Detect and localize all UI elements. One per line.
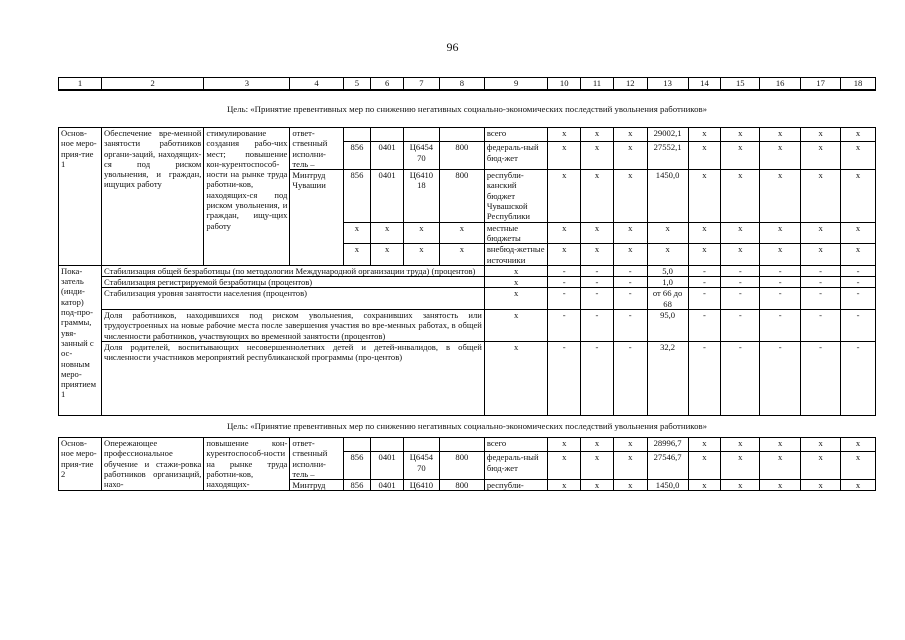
cell: х (721, 244, 760, 266)
amount-cell: 1450,0 (647, 480, 688, 491)
cell: х (548, 128, 581, 142)
cell (371, 128, 404, 142)
cell: х (841, 437, 876, 451)
indicator-row-2 (59, 277, 876, 288)
cell: х (613, 452, 647, 480)
cell: Ц6410 (404, 480, 440, 491)
column-number-12: 12 (613, 78, 647, 91)
cell: х (613, 480, 647, 491)
cell: - (760, 265, 801, 276)
cell: - (841, 341, 876, 415)
cell: х (484, 277, 547, 288)
cell (439, 437, 484, 451)
cell: х (581, 452, 614, 480)
cell: х (841, 244, 876, 266)
indicator-value: 1,0 (647, 277, 688, 288)
cell: х (688, 128, 721, 142)
cell: - (760, 288, 801, 310)
cell: х (548, 480, 581, 491)
cell: х (841, 480, 876, 491)
cell: х (484, 341, 547, 415)
cell: х (581, 244, 614, 266)
cell: х (371, 222, 404, 244)
cell: 856 (343, 142, 371, 170)
cell: х (548, 437, 581, 451)
cell: х (484, 310, 547, 342)
cell: - (841, 277, 876, 288)
cell: 0401 (371, 452, 404, 480)
cell: х (760, 170, 801, 222)
cell: - (760, 341, 801, 415)
cell: 800 (439, 480, 484, 491)
funding-source: республи-канский бюджет Чувашской Республики (484, 170, 547, 222)
cell: - (841, 288, 876, 310)
cell: х (841, 222, 876, 244)
funding-source: республи- (484, 480, 547, 491)
cell: х (484, 288, 547, 310)
column-number-15: 15 (721, 78, 760, 91)
cell: - (613, 277, 647, 288)
cell: х (343, 244, 371, 266)
block1-goal: стимулирование создания рабо-чих мест; повышение кон-курентоспособ-ности на рынке труда работни-ков, находящих-ся под риском увольнения, и граждан, ищу-щих работу (204, 128, 290, 266)
funding-source: всего (484, 437, 547, 451)
cell: - (801, 310, 841, 342)
column-number-16: 16 (760, 78, 801, 91)
block2-type: Основ-ное меро-прия-тие 2 (59, 437, 102, 490)
amount-cell: 1450,0 (647, 170, 688, 222)
indicator-row-1 (59, 265, 876, 276)
amount-cell: х (647, 244, 688, 266)
cell: х (760, 222, 801, 244)
cell: 856 (343, 452, 371, 480)
cell (439, 128, 484, 142)
block2-executor: Минтруд (290, 480, 343, 491)
indicator-row-3 (59, 288, 876, 310)
cell: - (801, 277, 841, 288)
cell: - (721, 341, 760, 415)
cell: х (721, 437, 760, 451)
program-table (58, 77, 876, 491)
cell: х (548, 222, 581, 244)
cell: 0401 (371, 480, 404, 491)
funding-source: всего (484, 128, 547, 142)
column-number-14: 14 (688, 78, 721, 91)
cell: х (439, 244, 484, 266)
cell (404, 437, 440, 451)
cell: - (721, 265, 760, 276)
cell: х (581, 222, 614, 244)
cell: - (581, 341, 614, 415)
cell: - (613, 341, 647, 415)
cell: х (801, 244, 841, 266)
column-number-6: 6 (371, 78, 404, 91)
cell: - (688, 341, 721, 415)
block1-row-1 (59, 128, 876, 142)
column-number-4: 4 (290, 78, 343, 91)
cell: х (581, 480, 614, 491)
indicator-value: 5,0 (647, 265, 688, 276)
indicator-value: от 66 до 68 (647, 288, 688, 310)
cell: - (688, 310, 721, 342)
cell: х (688, 170, 721, 222)
cell: х (760, 128, 801, 142)
cell (371, 437, 404, 451)
cell: Ц6454 70 (404, 452, 440, 480)
funding-source: местные бюджеты (484, 222, 547, 244)
amount-cell: 27552,1 (647, 142, 688, 170)
column-number-8: 8 (439, 78, 484, 91)
cell: х (760, 142, 801, 170)
column-number-5: 5 (343, 78, 371, 91)
cell: х (613, 170, 647, 222)
cell: х (801, 437, 841, 451)
cell (343, 128, 371, 142)
page-number: 96 (446, 40, 459, 54)
cell: х (688, 480, 721, 491)
cell: х (581, 128, 614, 142)
indicator-text: Стабилизация общей безработицы (по методологии Международной организации труда) (процентов) (102, 265, 485, 276)
indicator-text: Стабилизация уровня занятости населения (процентов) (102, 288, 485, 310)
column-number-row (59, 78, 876, 91)
block2-executor-role: ответ-ственный исполни-тель – (290, 437, 343, 479)
cell: - (688, 265, 721, 276)
cell: х (721, 222, 760, 244)
cell: х (841, 128, 876, 142)
cell: - (841, 265, 876, 276)
cell: х (801, 480, 841, 491)
cell: - (548, 265, 581, 276)
cell: - (688, 277, 721, 288)
cell: х (721, 452, 760, 480)
block1-executor: Минтруд Чувашии (290, 170, 343, 266)
cell: х (841, 170, 876, 222)
funding-source: внебюд-жетные источники (484, 244, 547, 266)
cell: х (801, 452, 841, 480)
cell: - (548, 341, 581, 415)
column-number-7: 7 (404, 78, 440, 91)
indicator-value: 95,0 (647, 310, 688, 342)
cell: х (721, 170, 760, 222)
cell: х (548, 170, 581, 222)
cell: - (760, 277, 801, 288)
cell: х (548, 244, 581, 266)
column-number-2: 2 (102, 78, 204, 91)
cell: х (841, 142, 876, 170)
cell: х (581, 142, 614, 170)
funding-source: федераль-ный бюд-жет (484, 142, 547, 170)
cell: х (613, 128, 647, 142)
cell: х (404, 244, 440, 266)
cell: - (801, 265, 841, 276)
column-number-18: 18 (841, 78, 876, 91)
cell: х (343, 222, 371, 244)
column-number-11: 11 (581, 78, 614, 91)
indicator-row-5 (59, 341, 876, 415)
cell: х (721, 480, 760, 491)
amount-cell: 29002,1 (647, 128, 688, 142)
cell: х (721, 128, 760, 142)
cell: - (841, 310, 876, 342)
cell: х (760, 437, 801, 451)
cell: х (760, 244, 801, 266)
goal-row (59, 90, 876, 128)
indicator-text: Доля родителей, воспитывающих несовершеннолетних детей и детей-инвалидов, в общей численности участников мероприятий республиканской программы (про-центов) (102, 341, 485, 415)
cell: Ц6454 70 (404, 142, 440, 170)
amount-cell: 27546,7 (647, 452, 688, 480)
cell: х (613, 437, 647, 451)
cell: х (801, 128, 841, 142)
cell: - (581, 277, 614, 288)
indicator-text: Стабилизация регистрируемой безработицы (процентов) (102, 277, 485, 288)
cell: х (760, 480, 801, 491)
cell: х (688, 244, 721, 266)
cell: - (548, 277, 581, 288)
column-number-9: 9 (484, 78, 547, 91)
cell: х (613, 244, 647, 266)
cell: х (548, 452, 581, 480)
cell: 0401 (371, 170, 404, 222)
cell: х (688, 452, 721, 480)
cell: Ц6410 18 (404, 170, 440, 222)
cell: - (548, 310, 581, 342)
indicator-row-4 (59, 310, 876, 342)
cell: х (613, 142, 647, 170)
cell: х (801, 142, 841, 170)
cell: х (688, 222, 721, 244)
block1-name: Обеспечение вре-менной занятости работников органи-заций, находящих-ся под риском увольнения, и граждан, ищущих работу (102, 128, 204, 266)
cell: 800 (439, 142, 484, 170)
cell: х (581, 170, 614, 222)
cell: х (688, 437, 721, 451)
cell: - (581, 310, 614, 342)
cell: - (801, 341, 841, 415)
cell: х (439, 222, 484, 244)
cell: 0401 (371, 142, 404, 170)
cell: 856 (343, 170, 371, 222)
cell: х (404, 222, 440, 244)
cell: х (841, 452, 876, 480)
cell: 800 (439, 452, 484, 480)
cell: х (801, 222, 841, 244)
column-number-13: 13 (647, 78, 688, 91)
cell: - (613, 265, 647, 276)
cell: - (581, 288, 614, 310)
column-number-17: 17 (801, 78, 841, 91)
cell: х (721, 142, 760, 170)
funding-source: федераль-ный бюд-жет (484, 452, 547, 480)
cell (343, 437, 371, 451)
column-number-10: 10 (548, 78, 581, 91)
cell: 856 (343, 480, 371, 491)
cell: - (688, 288, 721, 310)
cell: - (721, 277, 760, 288)
goal-row-2 (59, 415, 876, 437)
cell: 800 (439, 170, 484, 222)
cell: х (581, 437, 614, 451)
block2-row-1 (59, 437, 876, 451)
cell: х (613, 222, 647, 244)
cell: - (721, 288, 760, 310)
indicator-label: Пока-затель (инди-катор) под-про-граммы, увя-занный с ос-новным меро-приятием 1 (59, 265, 102, 415)
cell: - (760, 310, 801, 342)
cell: - (613, 288, 647, 310)
block2-goal: повышение кон-курентоспособ-ности на рынке труда работни-ков, находящих- (204, 437, 290, 490)
cell: х (801, 170, 841, 222)
cell: - (613, 310, 647, 342)
cell: - (548, 288, 581, 310)
block1-executor-role: ответ-ственный исполни-тель – (290, 128, 343, 170)
cell: х (548, 142, 581, 170)
cell: - (801, 288, 841, 310)
column-number-1: 1 (59, 78, 102, 91)
amount-cell: 28996,7 (647, 437, 688, 451)
goal-text: Цель: «Принятие превентивных мер по снижению негативных социально-экономических последствий увольнения работников» (59, 90, 876, 128)
indicator-value: 32,2 (647, 341, 688, 415)
cell: х (484, 265, 547, 276)
block2-name: Опережающее профессиональное обучение и стажи-ровка работников организаций, нахо- (102, 437, 204, 490)
column-number-3: 3 (204, 78, 290, 91)
indicator-text: Доля работников, находившихся под риском увольнения, сохранивших занятость или трудоустроенных на новые рабочие места после завершения участия во вре-менных работах, в общей численности работников, участвующих во временной занятости (процентов) (102, 310, 485, 342)
cell: - (581, 265, 614, 276)
cell: - (721, 310, 760, 342)
cell: х (760, 452, 801, 480)
cell: х (688, 142, 721, 170)
cell (404, 128, 440, 142)
block1-type: Основ-ное меро-прия-тие 1 (59, 128, 102, 266)
cell: х (371, 244, 404, 266)
goal-text-2: Цель: «Принятие превентивных мер по снижению негативных социально-экономических последствий увольнения работников» (59, 415, 876, 437)
amount-cell: х (647, 222, 688, 244)
